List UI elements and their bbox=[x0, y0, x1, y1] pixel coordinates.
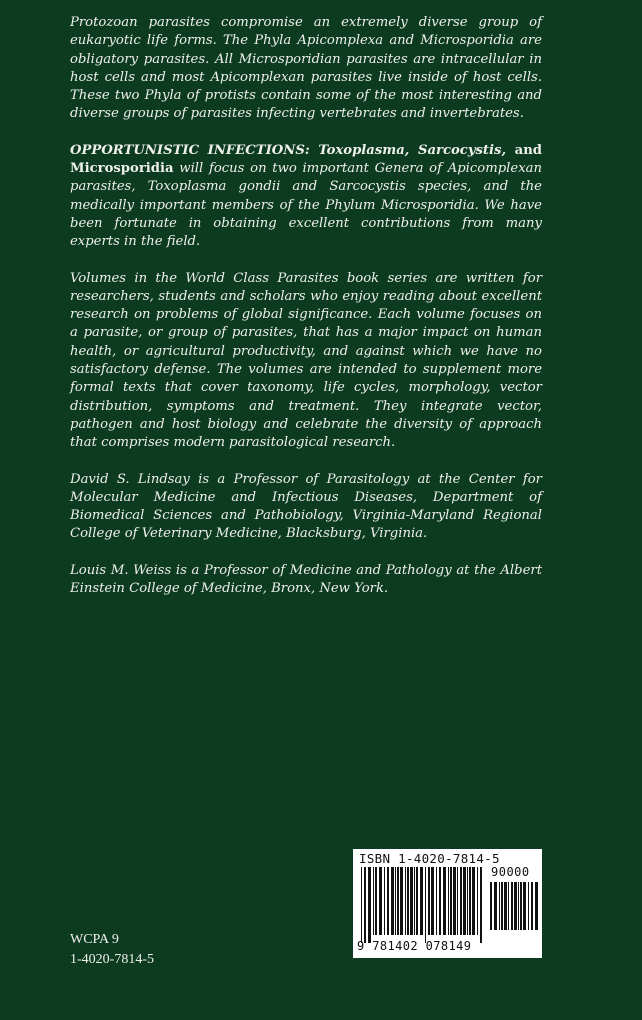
title-conjunction: and bbox=[506, 142, 542, 158]
barcode-bar bbox=[480, 867, 482, 943]
barcode-bar bbox=[518, 882, 519, 930]
ean13-barcode-bars bbox=[361, 867, 485, 943]
barcode-bar bbox=[431, 867, 434, 935]
barcode-bar bbox=[490, 882, 492, 930]
barcode-bar bbox=[439, 867, 441, 935]
price-addon-bars bbox=[490, 882, 538, 938]
book-title: OPPORTUNISTIC INFECTIONS: Toxoplasma, Sarcocystis, bbox=[70, 142, 507, 158]
barcode-bar bbox=[387, 867, 389, 935]
barcode-bar bbox=[460, 867, 462, 935]
barcode-bar bbox=[520, 882, 522, 930]
barcode-bar bbox=[504, 882, 507, 930]
series-code: WCPA 9 bbox=[70, 932, 119, 947]
blurb-paragraph-intro: Protozoan parasites compromise an extremely diverse group of eukaryotic life forms. The Phyla Apicomplexa and Microsporidia are obligatory parasites. All Microsporidian parasites are intracellular in host cells and most Apicomplexan parasites live inside of host cells. These two Phyla of protists contain some of the most interesting and diverse groups of parasites infecting vertebrates and invertebrates. bbox=[70, 15, 542, 122]
barcode-bar bbox=[375, 867, 377, 935]
barcode-bar bbox=[443, 867, 446, 935]
book-title-microsporidia: Microsporidia bbox=[70, 161, 174, 177]
barcode-bar bbox=[448, 867, 449, 935]
barcode-bar bbox=[364, 867, 366, 943]
barcode-bar bbox=[436, 867, 437, 935]
barcode-price-code: 90000 bbox=[491, 865, 530, 879]
blurb-paragraph-book bbox=[70, 142, 542, 252]
barcode-bar bbox=[420, 867, 423, 935]
barcode-bar bbox=[463, 867, 466, 935]
barcode-bar bbox=[523, 882, 526, 930]
barcode-bar bbox=[410, 867, 413, 935]
barcode-bar bbox=[400, 867, 403, 935]
barcode-bar bbox=[425, 867, 426, 943]
barcode-bar bbox=[472, 867, 475, 935]
barcode-bar bbox=[453, 867, 456, 935]
barcode-bar bbox=[361, 867, 362, 943]
back-cover-blurb bbox=[70, 14, 542, 616]
barcode-bar bbox=[494, 882, 497, 930]
barcode-bar bbox=[407, 867, 409, 935]
author-bio-weiss: Louis M. Weiss is a Professor of Medicine and Pathology at the Albert Einstein College of Medicine, Bronx, New York. bbox=[70, 562, 542, 597]
footer-codes bbox=[70, 930, 154, 970]
book-description: will focus on two important Genera of Apicomplexan parasites, Toxoplasma gondii and Sarcocystis species, and the medically important members of the Phylum Microsporidia. We have been fortunate in obtaining excellent contributions from many experts in the field. bbox=[70, 161, 542, 250]
barcode-bar bbox=[508, 882, 509, 930]
barcode-bar bbox=[368, 867, 371, 943]
isbn-barcode bbox=[353, 849, 542, 958]
barcode-bar bbox=[391, 867, 394, 935]
barcode-bar bbox=[528, 882, 529, 930]
barcode-bar bbox=[414, 867, 415, 935]
blurb-paragraph-series: Volumes in the World Class Parasites book series are written for researchers, students and scholars who enjoy reading about excellent research on problems of global significance. Each volume focuses on a parasite, or group of parasites, that has a major impact on human health, or agricultural productivity, and against which we have no satisfactory defense. The volumes are intended to supplement more formal texts that cover taxonomy, life cycles, morphology, vector distribution, symptoms and treatment. They integrate vector, pathogen and host biology and celebrate the diversity of approach that comprises modern parasitological research. bbox=[70, 270, 542, 451]
isbn-plain: 1-4020-7814-5 bbox=[70, 952, 154, 967]
barcode-bar bbox=[511, 882, 513, 930]
barcode-bar bbox=[384, 867, 385, 935]
barcode-bar bbox=[395, 867, 396, 935]
barcode-bar bbox=[373, 867, 374, 935]
barcode-bar bbox=[469, 867, 471, 935]
barcode-bar bbox=[416, 867, 418, 935]
barcode-isbn-label: ISBN 1-4020-7814-5 bbox=[359, 851, 500, 866]
barcode-bar bbox=[499, 882, 500, 930]
barcode-bar bbox=[428, 867, 430, 935]
barcode-ean-digits: 9 781402 078149 bbox=[357, 939, 472, 953]
barcode-bar bbox=[379, 867, 382, 935]
barcode-bar bbox=[477, 867, 478, 935]
author-bio-lindsay: David S. Lindsay is a Professor of Parasitology at the Center for Molecular Medicine and Infectious Diseases, Department of Biomedical Sciences and Pathobiology, Virginia-Maryland Regional College of Veterinary Medicine, Blacksburg, Virginia. bbox=[70, 471, 542, 542]
barcode-bar bbox=[405, 867, 406, 935]
barcode-bar bbox=[457, 867, 458, 935]
barcode-bar bbox=[535, 882, 538, 930]
barcode-bar bbox=[467, 867, 468, 935]
barcode-bar bbox=[450, 867, 452, 935]
barcode-bar bbox=[501, 882, 503, 930]
barcode-bar bbox=[531, 882, 533, 930]
barcode-bar bbox=[514, 882, 517, 930]
barcode-bar bbox=[397, 867, 399, 935]
